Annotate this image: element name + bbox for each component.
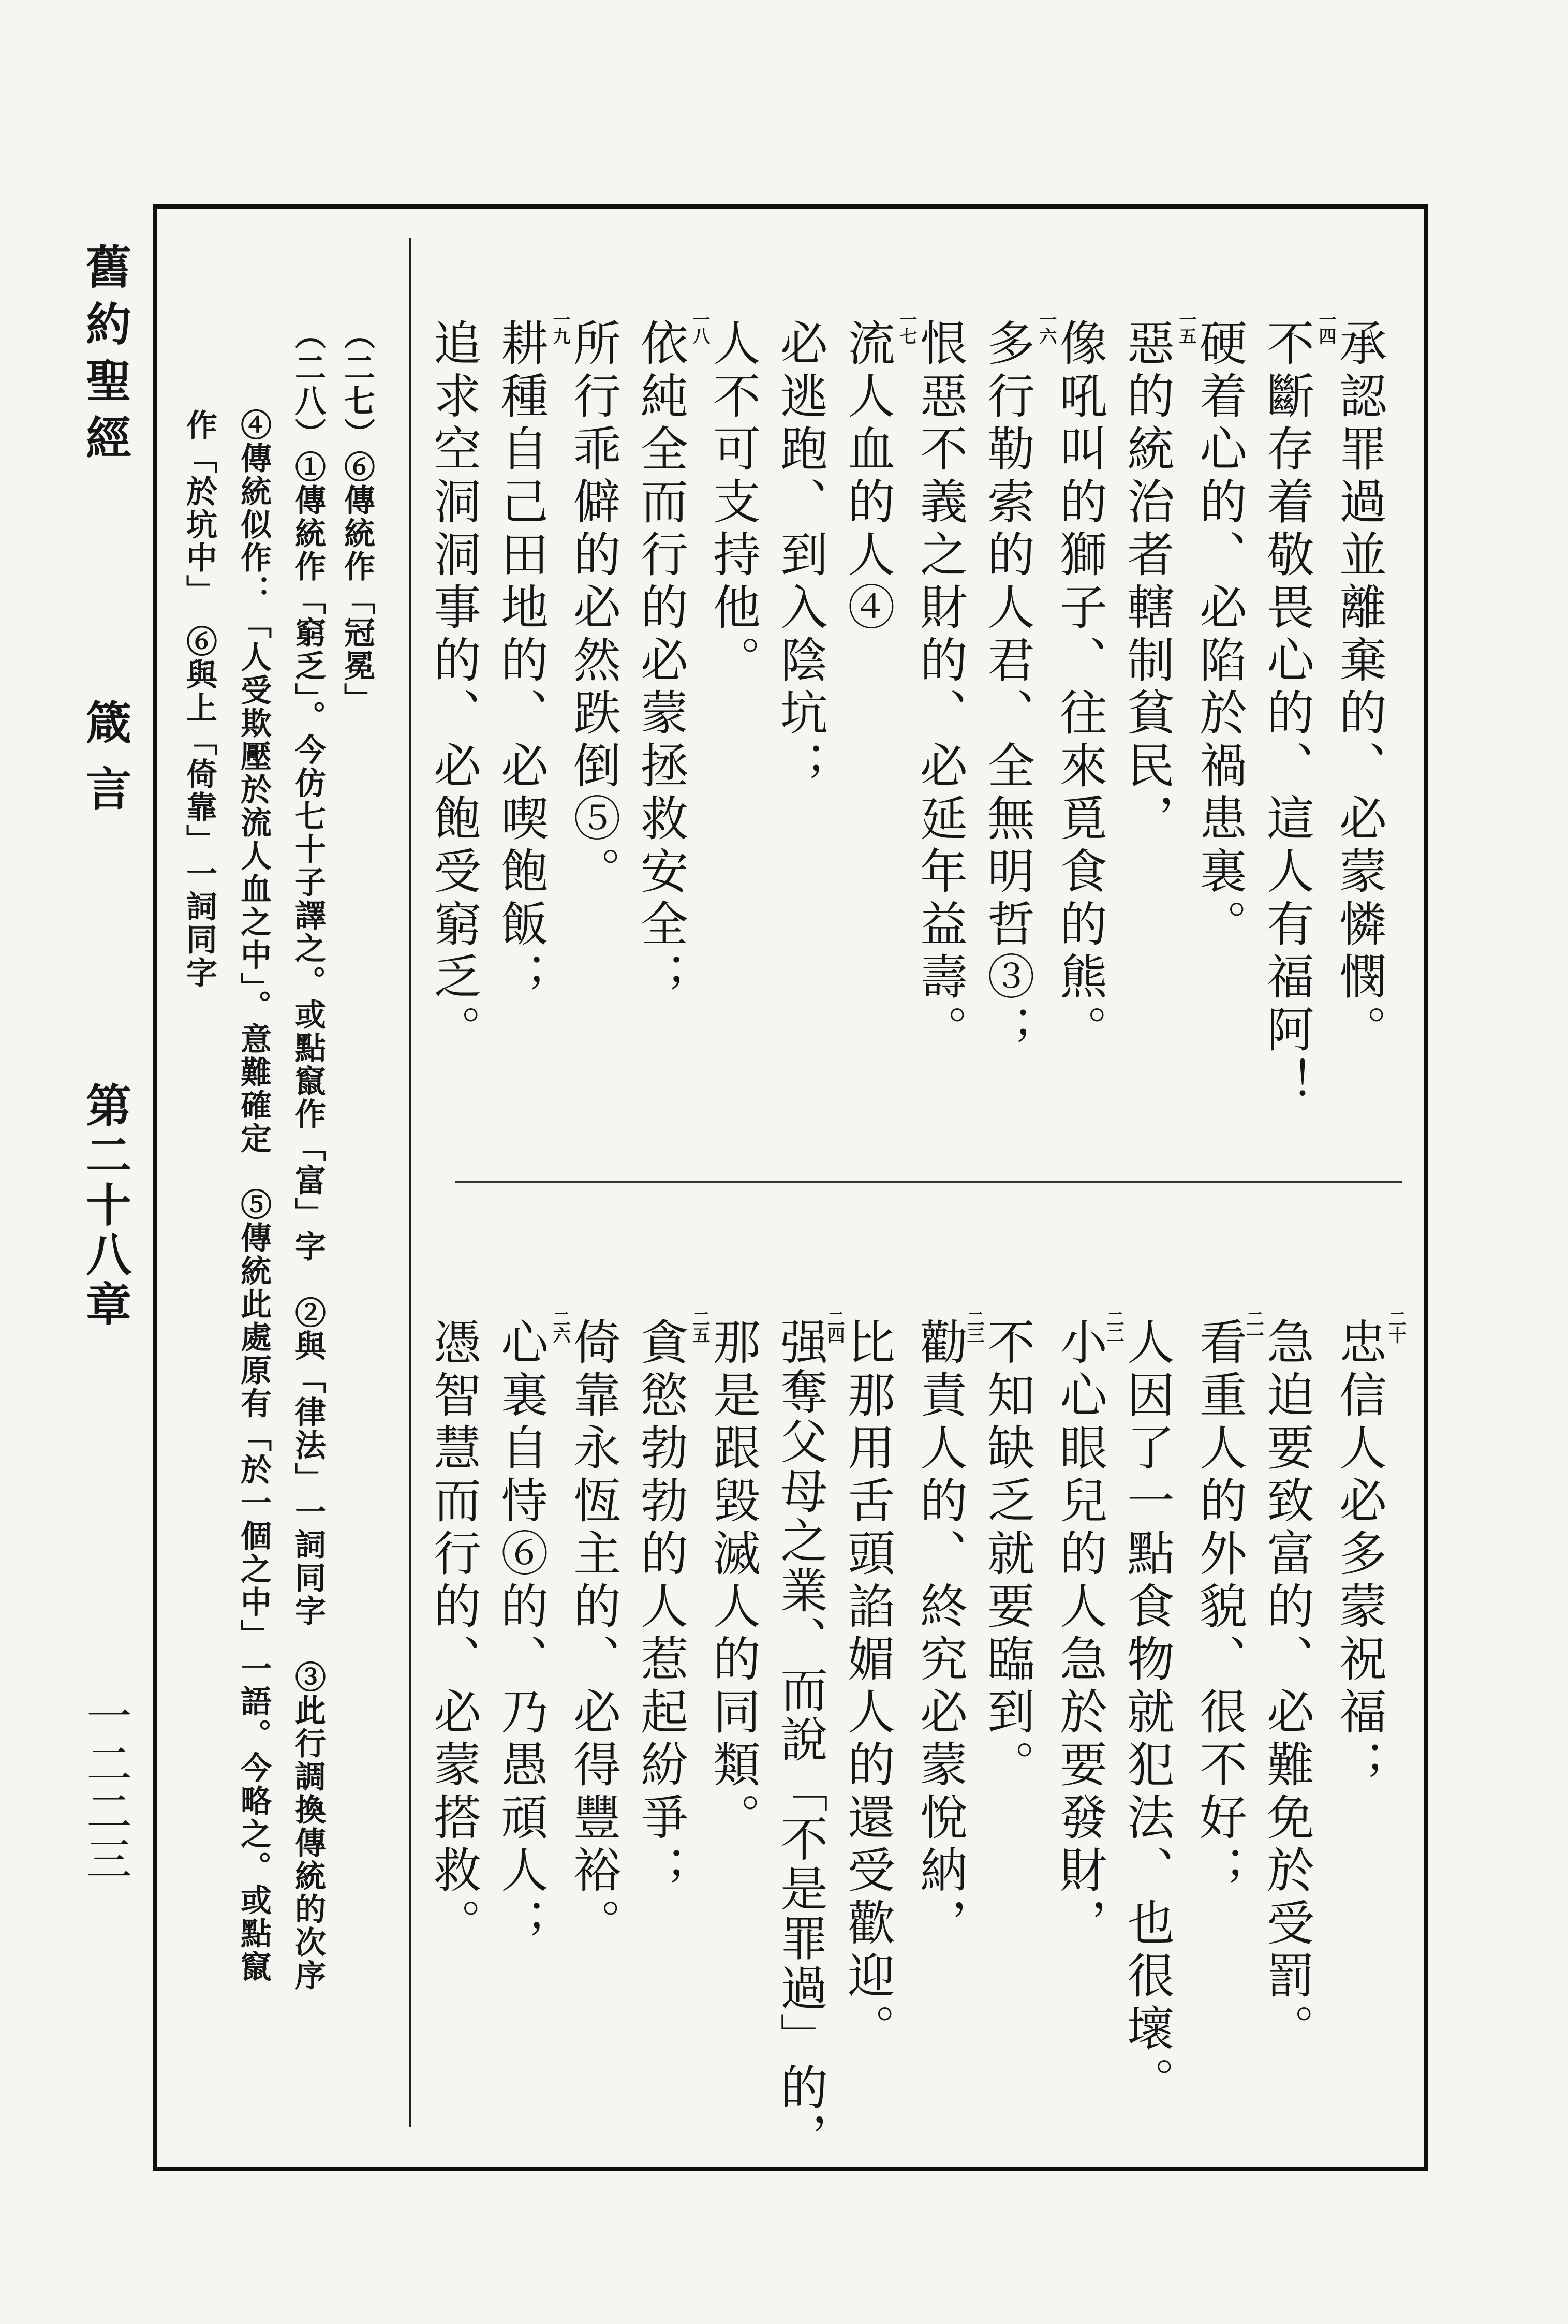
verse-line: 貪慾勃勃的人惹起紛爭； [633, 1317, 688, 1898]
verse-number: 一九 [550, 311, 570, 344]
verse-number: 二三 [964, 1310, 984, 1343]
verse-number: 一七 [896, 311, 917, 344]
verse-number: 一四 [1315, 311, 1336, 344]
verse-number: 二十 [1385, 1310, 1406, 1343]
footnote-divider [409, 238, 411, 2127]
verse-line: 强奪父母之業、而說「不是罪過」的， [773, 1317, 828, 2162]
verse-line: 倚靠永恆主的、必得豐裕。 [566, 1317, 621, 1951]
verse-number: 二六 [550, 1310, 570, 1343]
book-title: 舊約聖經 [79, 243, 132, 471]
verse-line: 惡的統治者轄制貧民， [1119, 318, 1175, 846]
section-divider [455, 1181, 1402, 1183]
verse-line: 那是跟毀滅人的同類。 [705, 1317, 761, 1845]
verse-line: 多行勒索的人君、全無明哲③； [980, 318, 1035, 1057]
verse-number: 一五 [1176, 311, 1196, 344]
verse-line: 像吼叫的獅子、往來覓食的熊。 [1052, 318, 1107, 1057]
verse-line: 不知缺乏就要臨到。 [980, 1317, 1035, 1792]
verse-line: 硬着心的、必陷於禍患裏。 [1192, 318, 1247, 952]
footnote-line: （二七）⑥傳統作「冠冕」 [339, 318, 375, 716]
verse-number: 二一 [1243, 1310, 1264, 1343]
verse-line: 人不可支持他。 [705, 318, 761, 688]
verse-number: 二二 [1103, 1310, 1124, 1343]
verse-number: 二五 [689, 1310, 710, 1343]
footnote-line: （二八）①傳統作「窮乏」。今仿七十子譯之。或點竄作「富」字 ②與「律法」一詞同字 ③此行調換傳統的次序 [290, 318, 326, 1992]
verse-line: 人因了一點食物就犯法、也很壞。 [1119, 1317, 1175, 2109]
verse-number: 二四 [824, 1310, 845, 1343]
verse-line: 心裏自恃⑥的、乃愚頑人； [493, 1317, 549, 1951]
verse-line: 流人血的人④ [840, 318, 895, 635]
chapter-title: 第二十八章 [79, 1082, 132, 1330]
verse-line: 恨惡不義之財的、必延年益壽。 [912, 318, 968, 1057]
book-name: 箴言 [79, 699, 132, 831]
verse-line: 追求空洞洞事的、必飽受窮乏。 [426, 318, 481, 1057]
verse-number: 一八 [689, 311, 710, 344]
verse-line: 急迫要致富的、必難免於受罰。 [1259, 1317, 1314, 2056]
verse-line: 承認罪過並離棄的、必蒙憐憫。 [1332, 318, 1387, 1057]
verse-line: 忠信人必多蒙祝福； [1332, 1317, 1387, 1792]
verse-line: 比那用舌頭諂媚人的還受歡迎。 [840, 1317, 895, 2056]
verse-line: 看重人的外貌、很不好； [1192, 1317, 1247, 1898]
footnote-line: 作「於坑中」 ⑥與上「倚靠」一詞同字 [181, 409, 217, 990]
verse-line: 耕種自己田地的、必喫飽飯； [493, 318, 549, 1005]
page-number: 一二二三 [79, 1693, 132, 1883]
verse-line: 勸責人的、終究必蒙悅納， [912, 1317, 968, 1951]
footnote-line: ④傳統似作：「人受欺壓於流人血之中」。意難確定 ⑤傳統此處原有「於一個之中」一語。今略之。或點竄 [235, 409, 272, 1983]
verse-line: 所行乖僻的必然跌倒⑤。 [566, 318, 621, 899]
verse-line: 依純全而行的必蒙拯救安全； [633, 318, 688, 1005]
verse-number: 一六 [1036, 311, 1057, 344]
verse-line: 必逃跑、到入陰坑； [773, 318, 828, 793]
verse-line: 不斷存着敬畏心的、這人有福阿！ [1259, 318, 1314, 1110]
verse-line: 小心眼兒的人急於要發財， [1052, 1317, 1107, 1951]
verse-line: 憑智慧而行的、必蒙搭救。 [426, 1317, 481, 1951]
